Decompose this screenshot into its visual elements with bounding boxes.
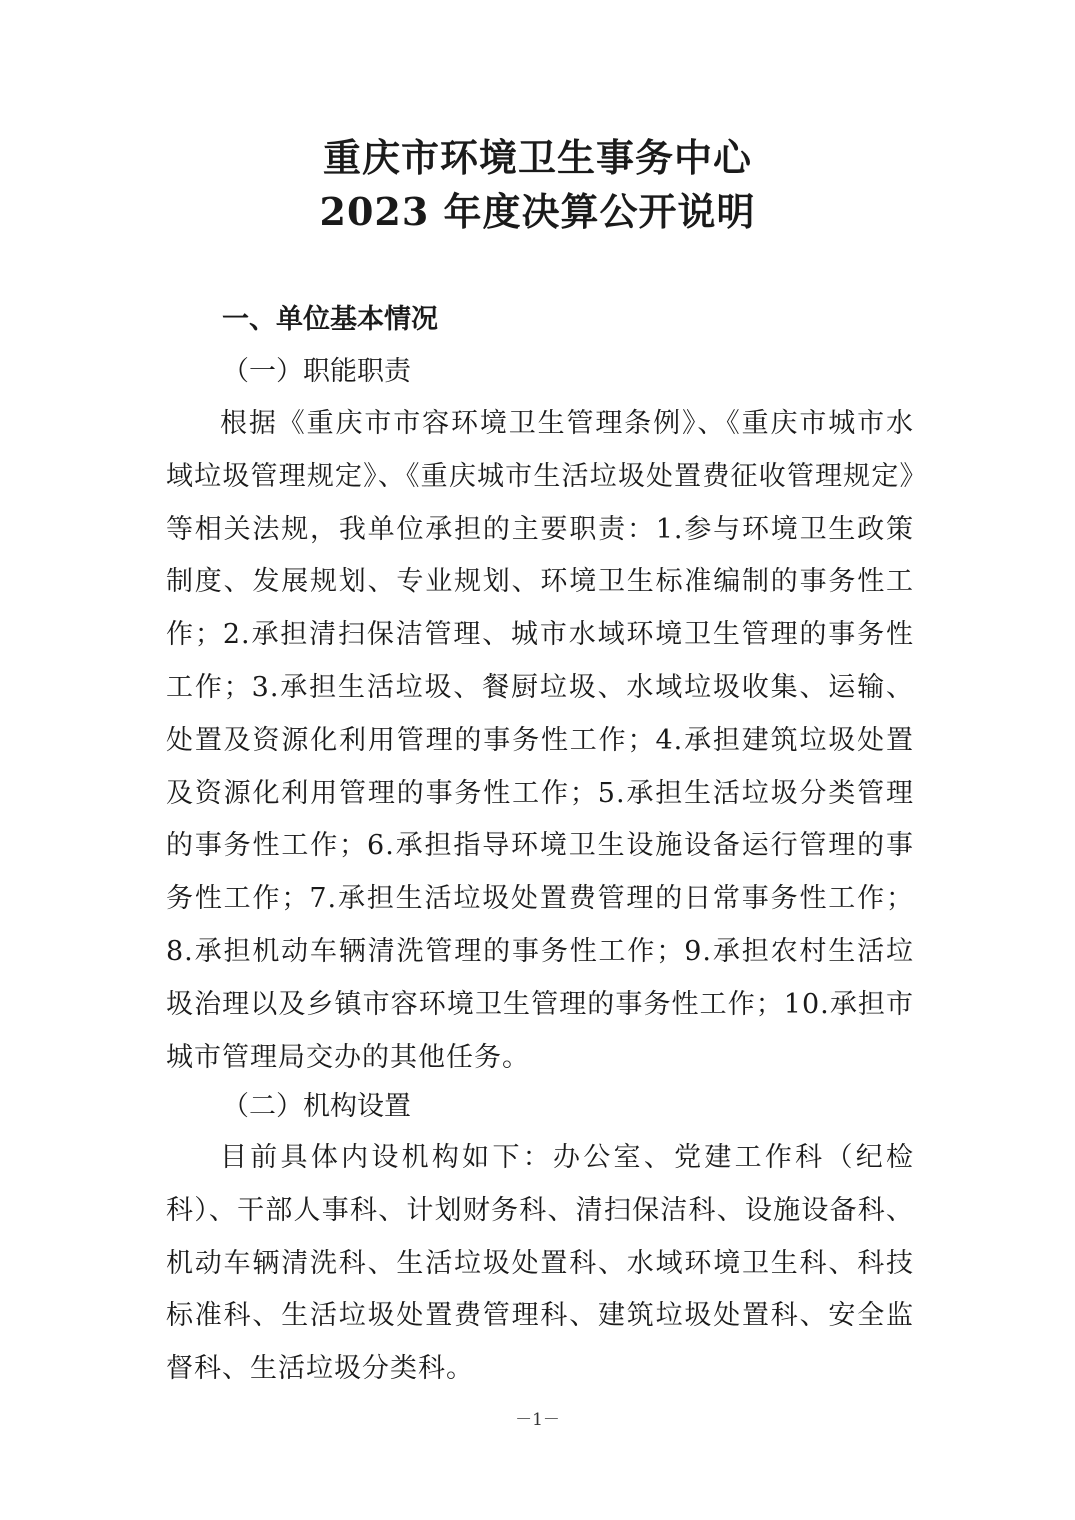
subsection-heading-duties: （一）职能职责 [222, 356, 411, 387]
section-heading-basic-info: 一、单位基本情况 [222, 304, 438, 335]
paragraph-organization: 目前具体内设机构如下：办公室、党建工作科（纪检科）、干部人事科、计划财务科、清扫保洁科、设施设备科、机动车辆清洗科、生活垃圾处置科、水域环境卫生科、科技标准科、生活垃圾处置费管理科、建筑垃圾处置科、安全监督科、生活垃圾分类科。 [166, 1142, 914, 1385]
page-number: －1－ [515, 1410, 560, 1430]
document-title-line1: 重庆市环境卫生事务中心 [322, 135, 752, 180]
subsection-heading-organization: （二）机构设置 [222, 1091, 411, 1122]
paragraph-duties: 根据《重庆市市容环境卫生管理条例》、《重庆市城市水域垃圾管理规定》、《重庆城市生活垃圾处置费征收管理规定》等相关法规，我单位承担的主要职责：1.参与环境卫生政策制度、发展规划、专业规划、环境卫生标准编制的事务性工作；2.承担清扫保洁管理、城市水域环境卫生管理的事务性工作；3.承担生活垃圾、餐厨垃圾、水域垃圾收集、运输、处置及资源化利用管理的事务性工作；4.承担建筑垃圾处置及资源化利用管理的事务性工作；5.承担生活垃圾分类管理的事务性工作；6.承担指导环境卫生设施设备运行管理的事务性工作；7.承担生活垃圾处置费管理的日常事务性工作；8.承担机动车辆清洗管理的事务性工作；9.承担农村生活垃圾治理以及乡镇市容环境卫生管理的事务性工作；10.承担市城市管理局交办的其他任务。 [166, 408, 914, 1073]
document-title-line2: 2023 年度决算公开说明 [319, 189, 756, 234]
